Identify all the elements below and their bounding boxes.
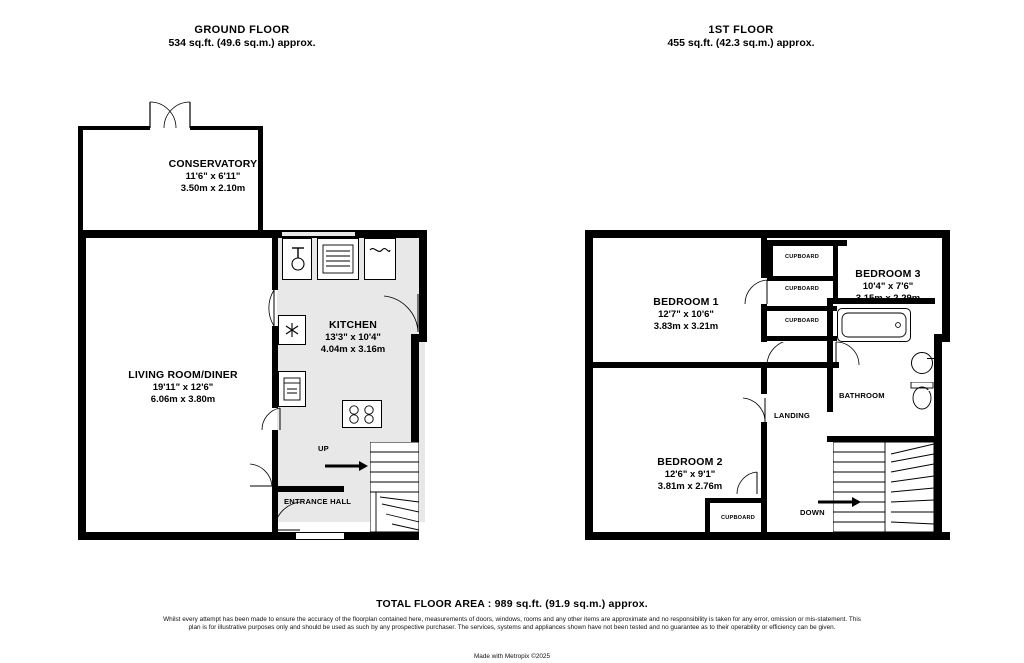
room-conservatory-dim-metric: 3.50m x 2.10m xyxy=(180,183,246,194)
wash-basin xyxy=(911,352,933,374)
room-bedroom-1-dim-imperial: 12'7" x 10'6" xyxy=(658,308,714,320)
stair-wall-top xyxy=(827,436,935,442)
cupboard-wall-3 xyxy=(767,306,837,311)
stair-up-arrow xyxy=(325,460,369,472)
cupboard-label-3: CUPBOARD xyxy=(785,318,819,324)
room-living-diner-dim-imperial: 19'11" x 12'6" xyxy=(152,381,214,393)
house-wall-top-right xyxy=(355,230,427,238)
cupboard-wall-1 xyxy=(767,246,773,278)
cupboard-wall-bottom-top xyxy=(705,498,763,503)
stair-down-arrow xyxy=(818,496,862,508)
room-living-diner-dim-metric: 6.06m x 3.80m xyxy=(150,394,216,405)
door-bedroom2 xyxy=(741,394,769,424)
room-bathroom-label: BATHROOM xyxy=(839,391,885,400)
hob-icon xyxy=(346,404,378,424)
first-landing-wall-right xyxy=(827,362,833,412)
room-bedroom-2-name: BEDROOM 2 xyxy=(657,456,723,468)
house-wall-bottom-left xyxy=(78,532,106,540)
cupboard-wall-4 xyxy=(767,336,837,341)
first-floor-title: 1ST FLOOR xyxy=(708,24,774,36)
room-entrance-hall-label: ENTRANCE HALL xyxy=(284,497,352,506)
room-conservatory-name: CONSERVATORY xyxy=(168,158,258,170)
room-bedroom-3-name: BEDROOM 3 xyxy=(855,268,921,280)
cooker-hood-icon xyxy=(322,244,354,274)
stair-down-label: DOWN xyxy=(800,508,825,517)
ground-staircase xyxy=(370,442,419,532)
disclaimer-text: Whilst every attempt has been made to ensure the accuracy of the floorplan contained here, measurements of doors, windows, rooms and any other items are approximate and no responsibility is taken for any error, omission or mis-statement. This plan is for illustrative purposes only and should be used as such by any prospective purchaser. The services, systems and appliances shown have not been tested and no guarantee as to their operability or efficiency can be given. xyxy=(163,616,861,632)
room-kitchen-name: KITCHEN xyxy=(328,319,378,331)
made-with-label: Made with Metropix ©2025 xyxy=(473,653,551,660)
front-door-threshold xyxy=(296,532,344,540)
room-bedroom-3-dim-imperial: 10'4" x 7'6" xyxy=(862,280,914,292)
room-bedroom-1-name: BEDROOM 1 xyxy=(653,296,719,308)
first-floor-plan xyxy=(575,90,965,550)
bath-icon xyxy=(841,312,907,338)
house-wall-bottom xyxy=(106,532,272,540)
room-kitchen-dim-imperial: 13'3" x 10'4" xyxy=(325,331,381,343)
door-bathroom xyxy=(833,338,861,368)
house-wall-top xyxy=(78,230,282,238)
ground-floor-area: 534 sq.ft. (49.6 sq.m.) approx. xyxy=(168,37,316,49)
room-living-diner xyxy=(105,369,261,407)
house-wall-left xyxy=(78,230,86,540)
sink-icon xyxy=(288,242,308,276)
conservatory-wall-left xyxy=(78,126,83,230)
room-kitchen-dim-metric: 4.04m x 3.16m xyxy=(320,344,386,355)
bathroom-right-detail xyxy=(927,358,934,359)
room-bedroom-2-dim-imperial: 12'6" x 9'1" xyxy=(664,468,716,480)
room-living-diner-name: LIVING ROOM/DINER xyxy=(128,369,238,381)
first-wall-top xyxy=(585,230,950,238)
door-hall-living xyxy=(246,460,276,490)
room-bedroom-2-dim-metric: 3.81m x 2.76m xyxy=(657,481,723,492)
cupboard-label-4: CUPBOARD xyxy=(721,515,755,521)
ground-floor-title: GROUND FLOOR xyxy=(194,24,290,36)
first-wall-bottom xyxy=(585,532,950,540)
room-bedroom-3-dim-metric: 3.15m x 2.29m xyxy=(855,293,921,304)
room-bedroom-1-dim-metric: 3.83m x 3.21m xyxy=(653,321,719,332)
first-wall-left xyxy=(585,230,593,540)
first-wall-right-lower xyxy=(934,342,942,540)
room-conservatory-dim-imperial: 11'6" x 6'11" xyxy=(185,170,241,182)
oven-icon xyxy=(283,377,301,401)
room-bedroom-3 xyxy=(823,268,953,306)
landing-label: LANDING xyxy=(774,411,810,420)
radiator xyxy=(917,390,931,391)
conservatory-door-swing-right xyxy=(162,100,198,132)
first-interior-wall-vertical-c xyxy=(761,368,767,394)
cupboard-label-1: CUPBOARD xyxy=(785,254,819,260)
washing-machine-icon xyxy=(369,246,391,270)
first-interior-wall-horizontal xyxy=(591,362,767,368)
first-staircase xyxy=(833,442,934,532)
first-wall-notch xyxy=(934,334,950,342)
ground-floor-plan xyxy=(70,90,460,550)
conservatory-wall-top-left xyxy=(78,126,150,130)
conservatory-wall-top-right xyxy=(190,126,262,130)
room-conservatory xyxy=(153,158,273,196)
interior-wall-kitchen-living xyxy=(272,230,278,290)
cupboard-label-2: CUPBOARD xyxy=(785,286,819,292)
door-kitchen-living xyxy=(260,406,286,434)
stair-up-label: UP xyxy=(318,444,329,453)
room-kitchen xyxy=(298,319,408,357)
room-bedroom-1 xyxy=(621,296,751,334)
room-bedroom-2 xyxy=(625,456,755,494)
first-floor-area: 455 sq.ft. (42.3 sq.m.) approx. xyxy=(667,37,815,49)
door-bedroom3 xyxy=(765,342,799,368)
kitchen-window xyxy=(282,230,355,232)
interior-wall-hall-top xyxy=(278,486,344,492)
toilet-icon xyxy=(909,382,935,412)
total-floor-area: TOTAL FLOOR AREA : 989 sq.ft. (91.9 sq.m.) approx. xyxy=(376,598,648,610)
